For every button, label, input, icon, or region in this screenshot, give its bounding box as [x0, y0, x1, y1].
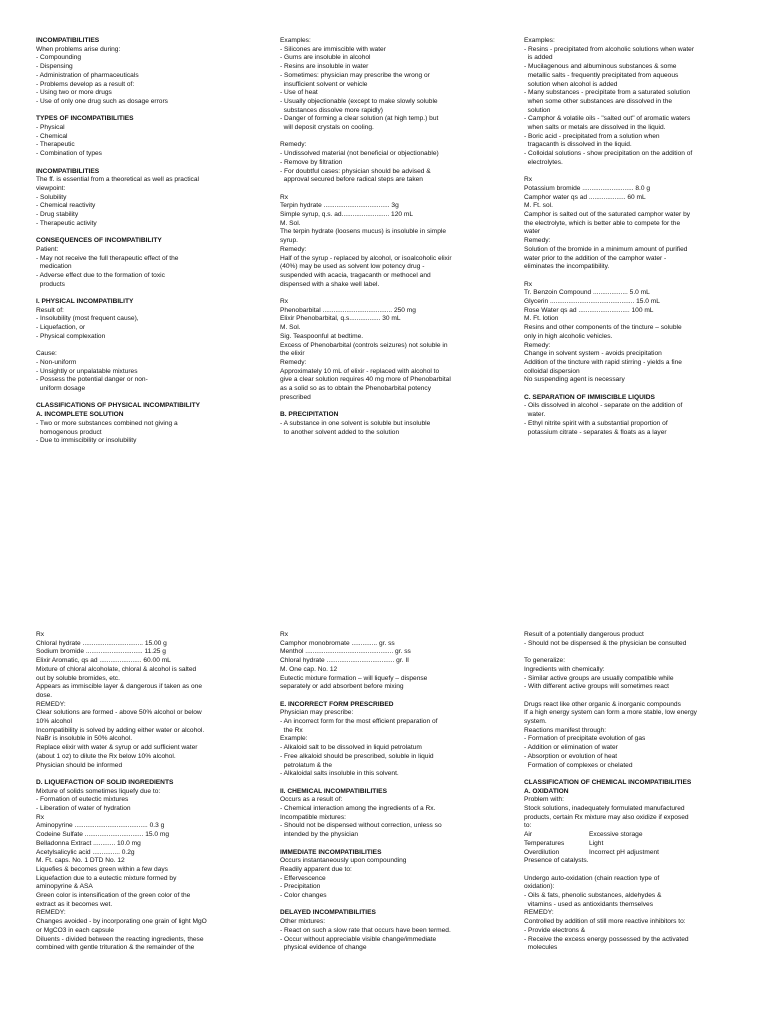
column-page2-middle — [280, 631, 494, 953]
text-line: Chloral hydrate ................................. 15.00 g — [36, 639, 167, 647]
table-row — [524, 840, 738, 849]
text-line: - Color changes — [280, 892, 327, 900]
text-line: Problem with: — [524, 796, 564, 804]
text-line: Rx — [36, 631, 45, 638]
text-line: - Effervescence — [280, 874, 326, 882]
text-line: - Addition or elimination of water — [524, 744, 618, 752]
text-line: dose. — [36, 691, 53, 699]
text-line: as a solid so as to obtain the Phenobarbital potency — [280, 385, 432, 393]
section-heading: A. OXIDATION — [524, 787, 569, 795]
section-heading: DELAYED INCOMPATIBILITIES — [280, 909, 376, 917]
text-line: The terpin hydrate (loosens mucus) is insoluble in simple — [280, 228, 447, 236]
text-line: extract as it becomes wet. — [36, 900, 113, 908]
text-line: Patient: — [36, 245, 59, 253]
text-line: Physician should be informed — [36, 761, 123, 769]
text-line: - Absorption or evolution of heat — [524, 752, 618, 760]
text-line: the elixir — [280, 350, 305, 358]
block-spacer — [524, 770, 738, 779]
text-line: products — [36, 280, 65, 288]
text-line: Belladonna Extract ............ 10.0 mg — [36, 839, 141, 847]
text-line: - Two or more substances combined not giving a — [36, 419, 178, 427]
block-spacer — [36, 289, 250, 298]
text-line: NaBr is insoluble in 50% alcohol. — [36, 735, 133, 743]
text-line: - Physical — [36, 124, 65, 132]
text-line: metallic salts - frequently precipitated from aqueous — [524, 71, 679, 79]
text-line: Clear solutions are formed - above 50% alcohol or below — [36, 709, 202, 717]
text-block — [524, 657, 738, 692]
text-line: Result of: — [36, 306, 64, 314]
text-line: Physician may prescribe: — [280, 709, 354, 717]
section-heading: INCOMPATIBILITIES — [36, 167, 100, 175]
text-block — [280, 701, 494, 779]
text-line: - Formation of eutectic mixtures — [36, 796, 129, 804]
block-spacer — [280, 692, 494, 701]
text-line: Sodium bromide ............................... 11.25 g — [36, 648, 166, 656]
text-line: - Ethyl nitrite spirit with a substantial proportion of — [524, 419, 668, 427]
text-line: Rx — [36, 813, 45, 821]
text-line: Presence of catalysts. — [524, 857, 589, 865]
text-line: Incompatible mixtures: — [280, 813, 346, 821]
text-line: Change in solvent system - avoids precipitation — [524, 350, 662, 358]
text-line: REMEDY: — [524, 909, 554, 917]
text-line: Approximately 10 mL of elixir - replaced with alcohol to — [280, 367, 440, 375]
text-line: Diluents - divided between the reacting ingredients, these — [36, 935, 204, 943]
text-line: - Gums are insoluble in alcohol — [280, 54, 371, 62]
text-line: Mixture of chloral alcoholate, chloral & alcohol is salted — [36, 665, 197, 673]
text-line: - Usually objectionable (except to make slowly soluble — [280, 97, 438, 105]
text-line: approval secured before radical steps are taken — [280, 176, 423, 184]
text-line: Rose Water qs ad ............................ 100 mL — [524, 306, 654, 314]
text-line: - Liquefaction, or — [36, 324, 86, 332]
text-block — [524, 779, 738, 866]
text-line: Formation of complexes or chelated — [524, 761, 633, 769]
text-line: solution when alcohol is added — [524, 80, 618, 88]
text-line: prescribed — [280, 393, 311, 401]
text-line: - Undissolved material (not beneficial or objectionable) — [280, 150, 439, 158]
text-block — [524, 631, 738, 648]
text-line: water. — [524, 411, 546, 419]
text-line: - Problems develop as a result of: — [36, 80, 135, 88]
text-line: Remedy: — [280, 141, 307, 149]
text-block — [524, 394, 738, 438]
text-line: Controlled by addition of still more reactive inhibitors to: — [524, 918, 686, 926]
text-line: - Colloidal solutions - show precipitation on the addition of — [524, 150, 693, 158]
text-line: Phenobarbital ...................................... 250 mg — [280, 306, 416, 314]
text-line: - React on such a slow rate that occurs have been termed. — [280, 926, 451, 934]
text-line: only in high alcoholic vehicles. — [524, 332, 613, 340]
text-line: - With different active groups will sometimes react — [524, 683, 669, 691]
text-line: Terpin hydrate .................................... 3g — [280, 202, 399, 210]
text-line: uniform dosage — [36, 385, 86, 393]
text-line: give a clear solution requires 40 mg more of Phenobarbital — [280, 376, 451, 384]
text-block — [36, 298, 250, 342]
text-line: when salts or metals are dissolved in the liquid. — [524, 124, 666, 132]
text-line: oxidation): — [524, 883, 555, 891]
text-line: separately or add absorbent before mixing — [280, 683, 404, 691]
text-line: Mixture of solids sometimes liquefy due to: — [36, 787, 161, 795]
text-line: to another solvent added to the solution — [280, 428, 400, 436]
table-cell: Temperatures — [524, 839, 565, 847]
text-line: - Possess the potential danger or non- — [36, 376, 148, 384]
text-line: - Sometimes: physician may prescribe the wrong or — [280, 71, 430, 79]
text-line: Reactions manifest through: — [524, 726, 607, 734]
text-line: Remedy: — [524, 341, 551, 349]
text-line: - Camphor & volatile oils - "salted out" of aromatic waters — [524, 115, 691, 123]
block-spacer — [280, 133, 494, 142]
text-line: Remedy: — [524, 237, 551, 245]
text-line: - Oils dissolved in alcohol - separate on the addition of — [524, 402, 683, 410]
text-line: medication — [36, 263, 72, 271]
text-line: out by soluble bromides, etc. — [36, 674, 120, 682]
text-line: - May not receive the full therapeutic effect of the — [36, 254, 179, 262]
text-line: substances dissolve more rapidly) — [280, 106, 383, 114]
text-block — [524, 37, 738, 168]
section-heading: I. PHYSICAL INCOMPATIBILITY — [36, 298, 134, 306]
text-line: Rx — [524, 280, 533, 288]
text-line: Rx — [280, 298, 289, 306]
text-block — [36, 237, 250, 289]
text-line: electrolytes. — [524, 158, 563, 166]
table-cell: Incorrect pH adjustment — [589, 848, 659, 856]
text-line: Glycerin .............................................. 15.0 mL — [524, 298, 660, 306]
text-line: - For doubtful cases: physician should be advised & — [280, 167, 431, 175]
text-line: Elixir Aromatic, qs ad ....................... 60.00 mL — [36, 657, 171, 665]
text-block — [36, 631, 250, 770]
text-line: - Should not be dispensed & the physician be consulted — [524, 639, 687, 647]
text-block — [280, 141, 494, 185]
text-line: - Administration of pharmaceuticals — [36, 71, 139, 79]
text-line: Examples: — [280, 37, 311, 44]
text-line: Incompatibility is solved by adding either water or alcohol. — [36, 726, 205, 734]
text-line: the Rx — [280, 726, 303, 734]
text-line: - Resins - precipitated from alcoholic solutions when water — [524, 45, 695, 53]
section-heading: IMMEDIATE INCOMPATIBILITIES — [280, 848, 382, 856]
text-block — [280, 849, 494, 901]
text-line: REMEDY: — [36, 700, 66, 708]
text-line: - Free alkaloid should be prescribed, soluble in liquid — [280, 752, 434, 760]
text-line: Cause: — [36, 350, 57, 358]
text-block — [36, 115, 250, 159]
text-line: - Danger of forming a clear solution (at high temp.) but — [280, 115, 439, 123]
text-line: Excess of Phenobarbital (controls seizures) not soluble in — [280, 341, 448, 349]
text-block — [524, 701, 738, 771]
text-line: suspended with acacia, tragacanth or methocel and — [280, 271, 431, 279]
text-line: - Mucilagenous and albuminous substances & some — [524, 63, 677, 71]
text-line: Simple syrup, q.s. ad.......................... 120 mL — [280, 211, 414, 219]
text-line: Camphor water qs ad .................... 60 mL — [524, 193, 646, 201]
text-line: Half of the syrup - replaced by alcohol, or isoalcoholic elixir — [280, 254, 452, 262]
text-line: - Solubility — [36, 193, 67, 201]
block-spacer — [524, 272, 738, 281]
table-cell: Light — [589, 839, 604, 847]
text-line: molecules — [524, 944, 558, 952]
text-line: system. — [524, 718, 547, 725]
block-spacer — [36, 342, 250, 351]
section-heading: E. INCORRECT FORM PRESCRIBED — [280, 700, 394, 708]
text-block — [280, 411, 494, 437]
text-line: - Physical complexation — [36, 332, 106, 340]
text-block — [36, 350, 250, 394]
text-line: - Silicones are immiscible with water — [280, 45, 386, 53]
text-line: Addition of the tincture with rapid stirring - yields a fine — [524, 358, 682, 366]
table-cell: Excessive storage — [589, 831, 643, 839]
text-line: water prior to the addition of the camphor water - — [524, 254, 667, 262]
text-line: Potassium bromide ............................ 8.0 g — [524, 184, 651, 192]
text-line: - Alkaloidal salts insoluble in this solvent. — [280, 770, 399, 778]
text-line: - Should not be dispensed without correction, unless so — [280, 822, 442, 830]
text-line: Solution of the bromide in a minimum amount of purified — [524, 245, 688, 253]
text-line: Remedy: — [280, 245, 307, 253]
text-line: Green color is intensification of the green color of the — [36, 892, 191, 900]
column-page2-left — [36, 631, 250, 953]
text-line: Elixir Phenobarbital, q.s................. 30 mL — [280, 315, 401, 323]
text-line: intended by the physician — [280, 831, 359, 839]
text-line: vitamins - used as antioxidants themselves — [524, 900, 654, 908]
section-heading: B. PRECIPITATION — [280, 411, 339, 419]
section-heading: INCOMPATIBILITIES — [36, 37, 100, 44]
text-line: colloidal dispersion — [524, 367, 580, 375]
block-spacer — [524, 168, 738, 177]
text-line: Remedy: — [280, 358, 307, 366]
text-line: - Formation of precipitate evolution of gas — [524, 735, 646, 743]
text-line: Changes avoided - by incorporating one grain of light MgO — [36, 918, 207, 926]
column-page1-right — [524, 37, 738, 437]
text-block — [524, 875, 738, 953]
column-page2-right — [524, 631, 738, 953]
text-line: products, certain Rx mixture may also oxidize if exposed — [524, 813, 689, 821]
block-spacer — [36, 159, 250, 168]
text-line: - Remove by filtration — [280, 158, 343, 166]
section-heading: TYPES OF INCOMPATIBILITIES — [36, 115, 134, 123]
text-line: - Combination of types — [36, 150, 102, 158]
section-heading: CONSEQUENCES OF INCOMPATIBILITY — [36, 237, 162, 245]
text-line: or MgCO3 in each capsule — [36, 926, 115, 934]
text-line: - Liberation of water of hydration — [36, 805, 131, 813]
block-spacer — [36, 107, 250, 116]
text-line: dispensed with a shake well label. — [280, 280, 380, 288]
text-line: When problems arise during: — [36, 45, 121, 53]
text-line: is added — [524, 54, 553, 62]
block-spacer — [280, 402, 494, 411]
text-line: Ingredients with chemically: — [524, 665, 605, 673]
text-line: - Insolubility (most frequent cause), — [36, 315, 139, 323]
text-line: - A substance in one solvent is soluble but insoluble — [280, 419, 431, 427]
text-line: If a high energy system can form a more stable, low energy — [524, 709, 697, 717]
text-line: - Provide electrons & — [524, 926, 586, 934]
block-spacer — [280, 901, 494, 910]
text-line: - An incorrect form for the most efficient preparation of — [280, 718, 438, 726]
text-line: - Non-uniform — [36, 358, 77, 366]
section-heading: CLASSIFICATIONS OF PHYSICAL INCOMPATIBILITY — [36, 402, 200, 410]
text-line: - Resins are insoluble in water — [280, 63, 369, 71]
text-line: - Chemical reactivity — [36, 202, 96, 210]
text-line: - Precipitation — [280, 883, 321, 891]
text-line: Examples: — [524, 37, 555, 44]
block-spacer — [524, 692, 738, 701]
text-line: - Therapeutic activity — [36, 219, 97, 227]
text-block — [280, 37, 494, 133]
text-line: - Similar active groups are usually compatible while — [524, 674, 674, 682]
text-block — [280, 194, 494, 290]
text-block — [36, 779, 250, 953]
text-line: Undergo auto-oxidation (chain reaction type of — [524, 874, 660, 882]
text-line: will deposit crystals on cooling. — [280, 124, 374, 132]
text-block — [36, 402, 250, 446]
block-spacer — [524, 385, 738, 394]
block-spacer — [280, 185, 494, 194]
text-line: the electrolyte, which is better able to compete for the — [524, 219, 681, 227]
text-line: Tr. Benzoin Compound ................... 5.0 mL — [524, 289, 650, 297]
text-line: M. One cap. No. 12 — [280, 665, 338, 673]
text-line: - Many substances - precipitate from a saturated solution — [524, 89, 691, 97]
text-line: Aminopyrine ........................................ 0.3 g — [36, 822, 165, 830]
text-line: - Oils & fats, phenolic substances, aldehydes & — [524, 892, 662, 900]
text-line: solution — [524, 106, 551, 114]
text-line: (about 1 oz) to dilute the Rx below 10% alcohol. — [36, 752, 176, 760]
text-line: - Using two or more drugs — [36, 89, 112, 97]
text-line: Camphor monobromate .............. gr. ss — [280, 639, 395, 647]
text-line: (40%) may be used as solvent low potency drug - — [280, 263, 425, 271]
table-cell: Overdilution — [524, 848, 560, 856]
text-line: eliminates the incompatibility. — [524, 263, 610, 271]
block-spacer — [36, 770, 250, 779]
text-line: Rx — [280, 631, 289, 638]
text-line: M. Ft. lotion — [524, 315, 559, 323]
text-line: - Unsightly or unpalatable mixtures — [36, 367, 138, 375]
text-line: Replace elixir with water & syrup or add sufficient water — [36, 744, 198, 752]
section-heading: D. LIQUEFACTION OF SOLID INGREDIENTS — [36, 778, 174, 786]
text-block — [36, 37, 250, 107]
text-line: potassium citrate - separates & floats as a layer — [524, 428, 667, 436]
text-line: - Drug stability — [36, 211, 79, 219]
text-block — [280, 298, 494, 402]
text-line: Resins and other components of the tincture – soluble — [524, 324, 682, 332]
text-line: Result of a potentially dangerous product — [524, 631, 644, 638]
table-row — [524, 849, 738, 858]
text-line: viewpoint: — [36, 184, 66, 192]
text-line: - Adverse effect due to the formation of toxic — [36, 271, 165, 279]
text-line: Other mixtures: — [280, 918, 326, 926]
text-block — [524, 176, 738, 272]
text-line: Liquefaction due to a eutectic mixture formed by — [36, 874, 177, 882]
text-line: Menthol ................................................ gr. ss — [280, 648, 411, 656]
block-spacer — [280, 779, 494, 788]
text-block — [36, 168, 250, 229]
text-line: Chloral hydrate ..................................... gr. II — [280, 657, 409, 665]
text-line: tragacanth is dissolved in the liquid. — [524, 141, 632, 149]
text-block — [524, 281, 738, 385]
text-line: - Dispensing — [36, 63, 73, 71]
text-line: insufficient solvent or vehicle — [280, 80, 368, 88]
block-spacer — [36, 394, 250, 403]
text-block — [280, 631, 494, 692]
section-heading: II. CHEMICAL INCOMPATIBILITIES — [280, 787, 387, 795]
text-line: water — [524, 228, 541, 236]
text-line: petrolatum & the — [280, 761, 333, 769]
text-line: Acetylsalicylic acid ............... 0.2g — [36, 848, 135, 856]
text-line: Readily apparent due to: — [280, 865, 352, 873]
text-line: - Therapeutic — [36, 141, 75, 149]
text-line: REMEDY: — [36, 909, 66, 917]
text-line: homogenous product — [36, 428, 102, 436]
text-line: Rx — [524, 176, 533, 184]
text-line: - Alkaloid salt to be dissolved in liquid petrolatum — [280, 744, 422, 752]
text-line: - Use of only one drug such as dosage errors — [36, 97, 168, 105]
block-spacer — [524, 648, 738, 657]
table-row — [524, 831, 738, 840]
text-line: combined with gentle trituration & the remainder of the — [36, 944, 195, 952]
text-line: - Boric acid - precipitated from a solution when — [524, 132, 660, 140]
text-line: - Use of heat — [280, 89, 318, 97]
text-line: - Compounding — [36, 54, 82, 62]
text-line: M. Sol. — [280, 324, 301, 332]
text-line: Occurs as a result of: — [280, 796, 343, 804]
text-line: Drugs react like other organic & inorganic compounds — [524, 700, 681, 708]
text-line: - Occur without appreciable visible change/immediate — [280, 935, 437, 943]
block-spacer — [36, 228, 250, 237]
section-heading: CLASSIFICATION OF CHEMICAL INCOMPATIBILITIES — [524, 778, 692, 786]
text-line: To generalize: — [524, 657, 566, 665]
text-line: syrup. — [280, 237, 298, 245]
text-line: Example: — [280, 735, 308, 743]
text-line: The ff. is essential from a theoretical as well as practical — [36, 176, 199, 184]
text-line: - Chemical — [36, 132, 68, 140]
text-line: when some other substances are dissolved in the — [524, 97, 673, 105]
text-line: - Receive the excess energy possessed by the activated — [524, 935, 689, 943]
text-line: Sig. Teaspoonful at bedtime. — [280, 332, 364, 340]
text-line: M. Sol. — [280, 219, 301, 227]
text-line: Liquefies & becomes green within a few days — [36, 865, 168, 873]
column-page1-middle — [280, 37, 494, 437]
text-line: Stock solutions, inadequately formulated manufactured — [524, 805, 685, 813]
section-heading: C. SEPARATION OF IMMISCIBLE LIQUIDS — [524, 393, 655, 401]
text-line: Appears as immiscible layer & dangerous if taken as one — [36, 683, 203, 691]
text-line: Codeine Sulfate ................................ 15.0 mg — [36, 831, 170, 839]
text-line: Rx — [280, 193, 289, 201]
text-line: - Chemical interaction among the ingredients of a Rx. — [280, 805, 436, 813]
text-line: M. Ft. sol. — [524, 202, 553, 210]
text-line: Camphor is salted out of the saturated camphor water by — [524, 211, 691, 219]
column-page1-left — [36, 37, 250, 446]
text-line: M. Ft. caps. No. 1 DTD No. 12 — [36, 857, 125, 865]
text-block — [280, 788, 494, 840]
text-line: No suspending agent is necessary — [524, 376, 625, 384]
block-spacer — [280, 840, 494, 849]
text-line: to: — [524, 822, 532, 830]
block-spacer — [280, 289, 494, 298]
text-line: Occurs instantaneously upon compounding — [280, 857, 407, 865]
table-cell: Air — [524, 831, 533, 839]
text-line: - Due to immiscibility or insolubility — [36, 437, 137, 445]
section-heading: A. INCOMPLETE SOLUTION — [36, 411, 124, 419]
text-line: physical evidence of change — [280, 944, 367, 952]
text-block — [280, 909, 494, 953]
block-spacer — [524, 866, 738, 875]
text-line: Eutectic mixture formation – will liquefy – dispense — [280, 674, 428, 682]
text-line: aminopyrine & ASA — [36, 883, 93, 891]
text-line: 10% alcohol — [36, 718, 72, 726]
